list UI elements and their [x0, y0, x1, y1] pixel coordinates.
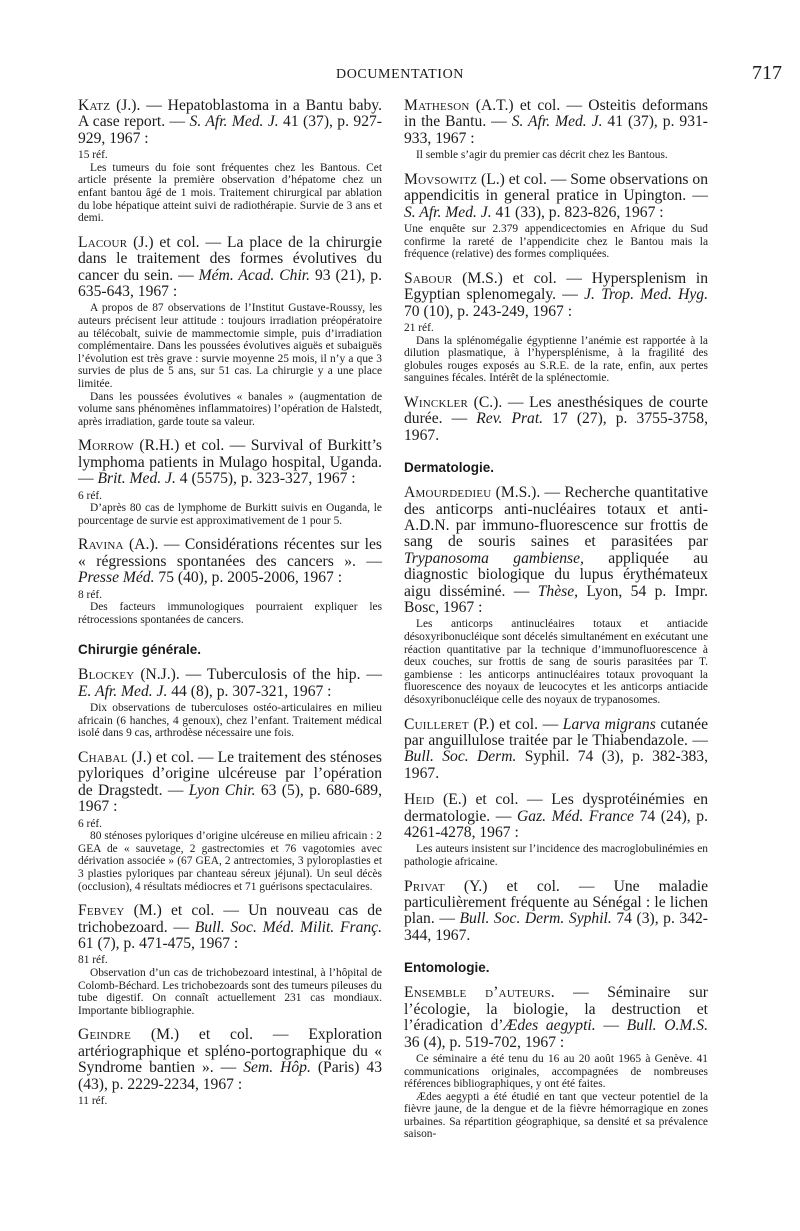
abstract [78, 589, 382, 627]
author-name: Cuilleret [404, 715, 469, 733]
reference-entry [404, 792, 708, 868]
reference-entry [404, 172, 708, 261]
abstract-paragraph: 81 réf. [78, 954, 108, 967]
abstract-paragraph: Les tumeurs du foie sont fréquentes chez les Bantous. Cet article présente la première observation d’hépatome chez un enfant bantou âgé de 1 mois. Traitement chirurgical par ablation du lobe hépatique atteint suivi de radiothérapie. Survie de 3 ans et demi. [78, 161, 382, 225]
reference-entry [78, 667, 382, 740]
citation [78, 235, 382, 301]
abstract [404, 618, 708, 706]
author-name: Chabal [78, 748, 128, 766]
citation-text: (M.S.) et col. — Hypersplenism in Egyptian splenomegaly. — [404, 269, 708, 304]
citation-text: (N.J.). — Tuberculosis of the hip. — [134, 666, 382, 684]
citation [78, 1027, 382, 1093]
abstract [404, 149, 708, 162]
author-name: Matheson [404, 97, 470, 114]
citation-text: (L.) et col. — Some observations on appendicitis in general pratice in Upington. — [404, 170, 708, 205]
citation [404, 717, 708, 783]
abstract-paragraph: Des facteurs immunologiques pourraient expliquer les rétrocessions spontanées de cancers. [78, 601, 382, 626]
author-name: Geindre [78, 1026, 131, 1044]
citation-text: 74 (24), p. 4261-4278, 1967 : [404, 807, 708, 842]
abstract-paragraph: Ædes aegypti a été étudié en tant que vecteur potentiel de la fièvre jaune, de la dengue et de la fièvre hémorragique en zones urbaines. Sa répartition géographique, sa densité et sa prévalence saison- [404, 1090, 708, 1141]
citation-text: (A.). — Considérations récentes sur les « régressions spontanées des cancers ». — [78, 536, 382, 570]
citation [78, 903, 382, 952]
citation-text: 75 (40), p. 2005-2006, 1967 : [154, 569, 343, 587]
citation-text: (P.) et col. — [468, 715, 563, 733]
abstract-paragraph: A propos de 87 observations de l’Institut Gustave-Roussy, les auteurs précisent leur attitude : toujours irradiation préopératoire au télécobalt, suivie de mammectomie simple, puis d’irradiation complémentaire. Dans les poussées évolutives aiguës et subaiguës l’évolution est très grave : survie moyenne 25 mois, il n’y a que 3 survies de plus de 5 ans, sur 51 cas. La chirurgie y a une place limitée. [78, 302, 382, 390]
reference-entry [78, 438, 382, 527]
abstract-paragraph: Les auteurs insistent sur l’incidence des macroglobulinémies en pathologie africaine. [404, 843, 708, 869]
citation-text: (M.) et col. — Un nouveau cas de trichobezoard. — [78, 902, 382, 936]
abstract [78, 702, 382, 740]
journal-title: E. Afr. Med. J. [78, 682, 168, 700]
right-column [404, 98, 708, 1151]
citation-text: 63 (5), p. 680-689, 1967 : [78, 781, 383, 816]
page-header [0, 64, 800, 88]
journal-title: Bull. Soc. Derm. Syphil. [459, 910, 612, 928]
author-name: Ravina [78, 536, 124, 554]
citation [78, 537, 382, 586]
abstract [404, 843, 708, 868]
journal-title: Bull. O.M.S. [626, 1017, 709, 1035]
journal-title: Gaz. Méd. France [517, 807, 634, 825]
citation [78, 667, 382, 700]
citation-text: 74 (3), p. 342-344, 1967. [404, 910, 709, 944]
abstract-paragraph: Dans les poussées évolutives « banales » (augmentation de volume sans phénomènes inflammatoires) l’opération de Halstedt, après irradiation, garde toute sa valeur. [78, 390, 382, 428]
reference-entry [78, 750, 382, 893]
citation-text: Lyon, 54 p. Impr. Bosc, 1967 : [404, 582, 709, 617]
abstract-paragraph: 21 réf. [404, 322, 434, 335]
citation-text: (R.H.) et col. — Survival of Burkitt’s lymphoma patients in Mulago hospital, Uganda. — [78, 437, 382, 488]
citation [404, 98, 708, 147]
citation-text: (E.) et col. — Les dysprotéinémies en dermatologie. — [404, 791, 708, 825]
citation [404, 271, 708, 320]
citation-text: (C.). — Les anesthésiques de courte durée. — [404, 394, 708, 428]
author-name: Lacour [78, 233, 128, 251]
abstract-paragraph: D’après 80 cas de lymphome de Burkitt suivis en Ouganda, le pourcentage de survie est approximativement de 1 pour 5. [78, 502, 382, 527]
citation-text: 61 (7), p. 471-475, 1967 : [78, 934, 239, 952]
abstract [78, 818, 382, 894]
citation [404, 792, 708, 841]
citation [78, 98, 382, 147]
abstract-paragraph: Dix observations de tuberculoses ostéo-articulaires en milieu africain (6 hanches, 4 genoux), chez l’enfant. Traitement médical isolé dans 9 cas, arthrodèse nécessaire une fois. [78, 702, 382, 740]
citation-text: cutanée par anguillulose traitée par le Thiabendazole. — [404, 715, 708, 750]
author-name: Privat [404, 877, 445, 895]
citation-text: (M.) et col. — Exploration artériographique et spléno-portographique du « Syndrome bantien ». — [78, 1026, 382, 1077]
author-name: Ensemble d’auteurs [404, 984, 551, 1002]
reference-entry [404, 717, 708, 783]
abstract-paragraph: 6 réf. [78, 817, 103, 830]
author-name: Heid [404, 791, 435, 809]
abstract [78, 954, 382, 1017]
journal-title: Mém. Acad. Chir. [198, 266, 311, 284]
citation-text: 44 (8), p. 307-321, 1967 : [167, 682, 332, 700]
citation-text: (M.S.). — Recherche quantitative des anticorps anti-nucléaires totaux et anti-A.D.N. par immuno-fluorescence sur frottis de sang de souris saines et parasitées par [404, 484, 708, 551]
abstract [404, 1053, 708, 1141]
citation-text: 93 (21), p. 635-643, 1967 : [78, 266, 382, 300]
abstract [78, 302, 382, 428]
citation-text: Syphil. 74 (3), p. 382-383, 1967. [404, 748, 708, 782]
citation-text: . — Séminaire sur l’écologie, la biologie, la destruction et l’éradication d’ [404, 984, 708, 1035]
citation-text: (A.T.) et col. — Osteitis deformans in the Bantu. — [404, 97, 708, 131]
abstract-paragraph: 15 réf. [78, 149, 108, 162]
citation-text: (J.) et col. — La place de la chirurgie dans le traitement des formes évolutives du cancer du sein. — [78, 233, 382, 284]
citation-text: 41 (33), p. 823-826, 1967 : [491, 203, 664, 221]
journal-title: S. Afr. Med. J. [404, 203, 492, 221]
abstract [78, 149, 382, 225]
citation-text: appliquée au diagnostic biologique du lupus érythémateux aigu disséminé. — [404, 549, 708, 600]
abstract-paragraph: Dans la splénomégalie égyptienne l’anémie est rapportée à la dilution plasmatique, à l’hypersplénisme, à la fragilité des globules rouges exposés au S.R.E. de la rate, enfin, aux pertes sanguines fécales. Intérêt de la splénectomie. [404, 334, 708, 385]
citation-text: 41 (37), p. 931-933, 1967 : [404, 113, 708, 147]
abstract-paragraph: Ce séminaire a été tenu du 16 au 20 août 1965 à Genève. 41 communications originales, accompagnées de nombreuses références bibliographiques, y ont été faites. [404, 1052, 708, 1091]
citation [78, 750, 382, 816]
reference-entry [404, 395, 708, 444]
abstract-paragraph: Observation d’un cas de trichobezoard intestinal, à l’hôpital de Colomb-Béchard. Les trichobezoards sont des tumeurs pileuses du tube digestif. On connaît actuellement 231 cas mondiaux. Importante bibliographie. [78, 966, 382, 1017]
running-head: DOCUMENTATION [335, 67, 464, 82]
journal-title: Larva migrans [562, 715, 656, 733]
citation [78, 438, 382, 487]
citation [404, 172, 708, 221]
reference-entry [404, 485, 708, 706]
citation [404, 879, 708, 945]
author-name: Morrow [78, 437, 135, 455]
citation-text: (J.). — Hepatoblastoma in a Bantu baby. A case report. — [78, 97, 382, 131]
left-column [78, 98, 382, 1118]
abstract-paragraph: 6 réf. [78, 489, 103, 502]
reference-entry [78, 235, 382, 429]
citation [404, 985, 708, 1051]
journal-title: Brit. Med. J. [97, 470, 176, 488]
reference-entry [404, 985, 708, 1141]
citation-text: 41 (37), p. 927-929, 1967 : [78, 113, 382, 147]
author-name: Sabour [404, 269, 453, 287]
citation-text: 70 (10), p. 243-249, 1967 : [404, 302, 573, 320]
journal-title: S. Afr. Med. J. [189, 113, 279, 131]
abstract-paragraph: 8 réf. [78, 588, 103, 601]
journal-title: S. Afr. Med. J. [511, 113, 603, 131]
reference-entry [78, 1027, 382, 1107]
reference-entry [78, 537, 382, 626]
author-name: Winckler [404, 394, 468, 411]
reference-entry [404, 271, 708, 385]
author-name: Blockey [78, 666, 135, 684]
reference-entry [404, 879, 708, 945]
journal-title: Lyon Chir. [188, 781, 256, 799]
citation-text: — [595, 1017, 627, 1035]
citation-text: (J.) et col. — Le traitement des sténoses pyloriques d’origine ulcéreuse par l’opération de Dragstedt. — [78, 748, 382, 799]
abstract-paragraph: Une enquête sur 2.379 appendicectomies en Afrique du Sud confirme la rareté de l’appendicite chez le Bantou mais la fréquence (relative) des formes compliquées. [404, 223, 708, 261]
abstract-paragraph: Les anticorps antinucléaires totaux et antiacide désoxyribonucléique sont décelés simultanément en exécutant une réaction quantitative par la technique d’immunofluorescence à deux couches, sur frottis de sang de souris parasitées par T. gambiense : les anticorps antinucléaires totaux provoquant la fluorescence des noyaux de leucocytes et les anticorps antiacide désoxyribonucléique celle des noyaux de trypanosomes. [404, 618, 708, 707]
section-heading: Entomologie. [404, 960, 490, 976]
abstract-paragraph: 80 sténoses pyloriques d’origine ulcéreuse en milieu africain : 2 GEA de « sauvetage, 2 gastrectomies et 76 vagotomies avec dérivation associée » (67 GEA, 2 antrectomies, 3 pyloroplasties et 3 plasties pyloriques par chanteau séreux jéjunal). Un seul décès (occlusion), 4 résultats médiocres et 71 guérisons spectaculaires. [78, 830, 382, 893]
author-name: Febvey [78, 902, 125, 920]
citation [404, 395, 708, 444]
citation-text: 36 (4), p. 519-702, 1967 : [404, 1033, 565, 1051]
section-heading: Chirurgie générale. [78, 642, 202, 658]
citation-text: 17 (27), p. 3755-3758, 1967. [404, 410, 708, 444]
abstract-paragraph: 11 réf. [78, 1094, 108, 1107]
reference-entry [404, 98, 708, 162]
reference-entry [78, 903, 382, 1017]
reference-entry [78, 98, 382, 225]
citation [404, 485, 708, 616]
citation-text: (Paris) 43 (43), p. 2229-2234, 1967 : [78, 1059, 382, 1093]
journal-title: Trypanosoma gambiense, [404, 549, 584, 567]
journal-title: Sem. Hôp. [243, 1059, 311, 1077]
journal-title: Rev. Prat. [476, 410, 544, 428]
journal-title: J. Trop. Med. Hyg. [584, 286, 708, 304]
section-heading: Dermatologie. [404, 460, 495, 476]
abstract [404, 322, 708, 385]
abstract-paragraph: Il semble s’agir du premier cas décrit chez les Bantous. [416, 149, 668, 162]
abstract [78, 1095, 382, 1108]
journal-title: Bull. Soc. Méd. Milit. Franç. [194, 918, 382, 936]
abstract [78, 490, 382, 528]
author-name: Katz [78, 97, 111, 114]
citation-text: (Y.) et col. — Une maladie particulièrement fréquente au Sénégal : le lichen plan. — [404, 877, 708, 928]
journal-title: Presse Méd. [78, 569, 155, 587]
page-number: 717 [752, 62, 782, 84]
journal-title: Thèse, [537, 582, 579, 600]
author-name: Movsowitz [404, 170, 478, 188]
author-name: Amourdedieu [404, 484, 492, 502]
journal-title: Bull. Soc. Derm. [404, 748, 517, 766]
citation-text: 4 (5575), p. 323-327, 1967 : [175, 470, 356, 488]
journal-title: Ædes aegypti. [503, 1017, 596, 1035]
abstract [404, 223, 708, 261]
